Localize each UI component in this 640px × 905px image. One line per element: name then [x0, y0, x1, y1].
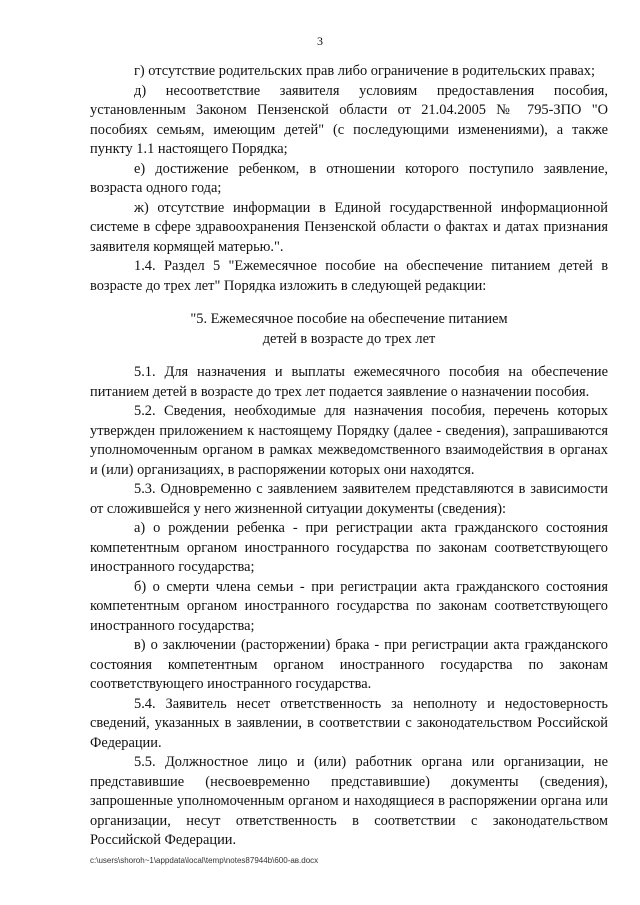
section-heading-line-1: "5. Ежемесячное пособие на обеспечение питанием [190, 311, 508, 327]
paragraph-5-3: 5.3. Одновременно с заявлением заявителем представляются в зависимости от сложившейся у него жизненной ситуации документы (сведения): [90, 481, 608, 517]
paragraph-5-5: 5.5. Должностное лицо и (или) работник органа или организации, не представившие (несвоевременно представившие) документы (сведения), запрошенные уполномоченным органом и находящиеся в распоряжении органа или организации, несут ответственность в соответствии с законодательством Российской Федерации. [90, 754, 608, 848]
paragraph-5-4: 5.4. Заявитель несет ответственность за неполноту и недостоверность сведений, указанных в заявлении, в соответствии с законодательством Российской Федерации. [90, 695, 608, 751]
section-heading [90, 310, 608, 349]
paragraph-5-3-v: в) о заключении (расторжении) брака - при регистрации акта гражданского состояния компетентным органом иностранного государства по законам соответствующего иностранного государства. [90, 637, 608, 692]
paragraph-5-3-a: а) о рождении ребенка - при регистрации акта гражданского состояния компетентным органом иностранного государства по законам соответствующего иностранного государства; [90, 520, 608, 575]
paragraph-1-4: 1.4. Раздел 5 "Ежемесячное пособие на обеспечение питанием детей в возрасте до трех лет" Порядка изложить в следующей редакции: [90, 258, 608, 294]
paragraph-5-3-b: б) о смерти члена семьи - при регистрации акта гражданского состояния компетентным органом иностранного государства по законам соответствующего иностранного государства; [90, 578, 608, 634]
paragraph-item-zh: ж) отсутствие информации в Единой государственной информационной системе в сфере здравоохранения Пензенской области о фактах и датах признания заявителя кормящей матерью.". [90, 199, 608, 255]
paragraph-item-d: д) несоответствие заявителя условиям предоставления пособия, установленным Законом Пензенской области от 21.04.2005 № 795-ЗПО "О пособиях семьям, имеющим детей" (с последующими изменениями), а также пункту 1.1 настоящего Порядка; [90, 82, 608, 157]
paragraph-5-1: 5.1. Для назначения и выплаты ежемесячного пособия на обеспечение питанием детей в возрасте до трех лет подается заявление о назначении пособия. [90, 364, 608, 400]
section-heading-line-2: детей в возрасте до трех лет [262, 330, 436, 347]
paragraph-item-e: е) достижение ребенком, в отношении которого поступило заявление, возраста одного года; [90, 160, 608, 196]
document-body [90, 62, 608, 851]
paragraph-item-g: г) отсутствие родительских прав либо ограничение в родительских правах; [134, 63, 595, 79]
footer-file-path: c:\users\shoroh~1\appdata\local\temp\notes87944b\600-ав.docx [90, 856, 319, 865]
paragraph-5-2: 5.2. Сведения, необходимые для назначения пособия, перечень которых утвержден приложением к настоящему Порядку (далее - сведения), запрашиваются уполномоченным органом в рамках межведомственного взаимодействия в органах и (или) организациях, в распоряжении которых они находятся. [90, 403, 608, 478]
page-number: 3 [317, 34, 323, 48]
